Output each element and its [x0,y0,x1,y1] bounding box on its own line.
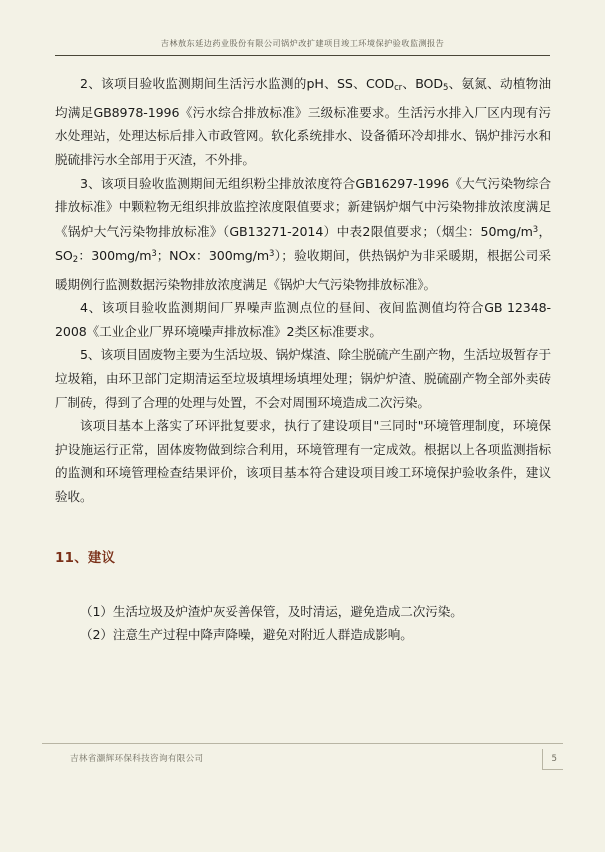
document-body [55,72,551,647]
suggestion-item-1 [55,600,551,624]
page-number: 5 [551,754,557,764]
paragraph-conclusion [55,414,551,508]
suggestion-item-2-text: （2）注意生产过程中降声降噪，避免对附近人群造成影响。 [80,627,413,643]
running-header-text: 吉林敖东延边药业股份有限公司锅炉改扩建项目竣工环境保护验收监测报告 [160,38,445,48]
suggestion-item-2 [55,623,551,647]
suggestion-item-1-text: （1）生活垃圾及炉渣炉灰妥善保管，及时清运，避免造成二次污染。 [80,603,463,619]
spacer-before-section [55,509,551,547]
paragraph-4-text: 4、该项目验收监测期间厂界噪声监测点位的昼间、夜间监测值均符合GB 12348-2008《工业企业厂界环境噪声排放标准》2类区标准要求。 [55,300,551,339]
paragraph-2 [55,72,551,172]
paragraph-2-text: 2、该项目验收监测期间生活污水监测的pH、SS、$COD_{cr}$、$BOD_5$、氨氮、动植物油均满足GB8978-1996《污水综合排放标准》三级标准要求。生活污水排入厂区内现有污水处理站，处理达标后排入市政管网。软化系统排水、设备循环冷却排水、锅炉排污水和脱硫排污水全部用于灭渣，不外排。 [55,76,552,167]
footer-divider [42,743,563,744]
paragraph-4 [55,296,551,343]
paragraph-5-text: 5、该项目固废物主要为生活垃圾、锅炉煤渣、除尘脱硫产生副产物，生活垃圾暂存于垃圾箱，由环卫部门定期清运至垃圾填埋场填埋处理；锅炉炉渣、脱硫副产物全部外卖砖厂制砖，得到了合理的处理与处置，不会对周围环境造成二次污染。 [55,347,551,410]
paragraph-3 [55,172,551,297]
header-divider [55,55,550,56]
paragraph-5 [55,343,551,414]
spacer-after-section [55,566,551,600]
footer-company: 吉林省灏辉环保科技咨询有限公司 [70,754,204,764]
paragraph-conclusion-text: 该项目基本上落实了环评批复要求，执行了建设项目"三同时"环境管理制度，环境保护设施运行正常，固体废物做到综合利用，环境管理有一定成效。根据以上各项监测指标的监测和环境管理检查结果评价，该项目基本符合建设项目竣工环境保护验收条件，建议验收。 [55,418,551,504]
section-heading-suggestions: 11、建议 [55,550,116,566]
paragraph-3-text: 3、该项目验收监测期间无组织粉尘排放浓度符合GB16297-1996《大气污染物综合排放标准》中颗粒物无组织排放监控浓度限值要求；新建锅炉烟气中污染物排放浓度满足《锅炉大气污染物排放标准》（GB13271-2014）中表2限值要求；（烟尘：$50mg/m^3$，$SO_2$：$300mg/m^3$；NOx：$300mg/m^3$）；验收期间，供热锅炉为非采暖期，根据公司采暖期例行监测数据污染物排放浓度满足《锅炉大气污染物排放标准》。 [55,175,551,292]
running-header [0,38,605,49]
